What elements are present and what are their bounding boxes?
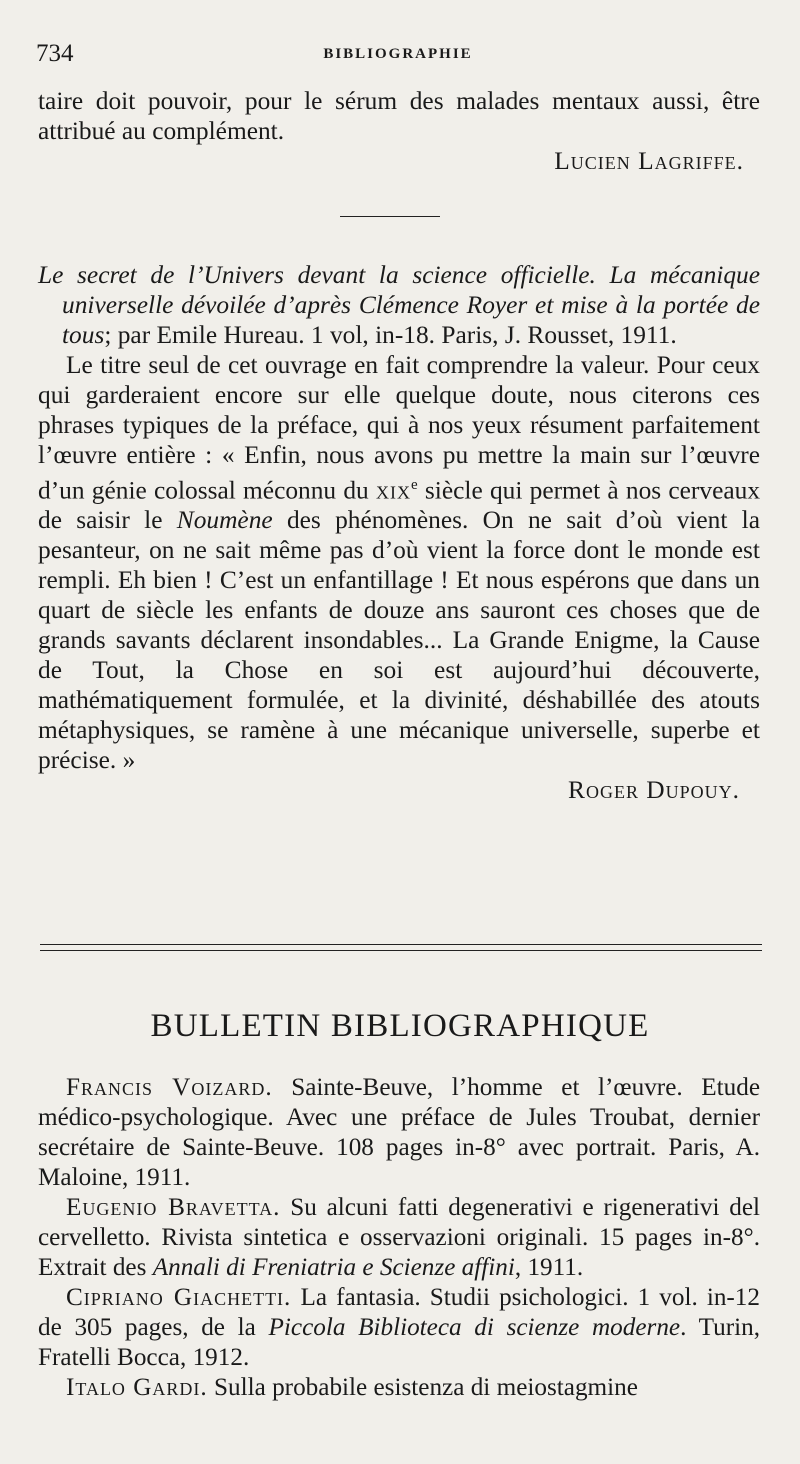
entry-text: La fantasia. Studii psichologici. 1 vol. in-12 de 305 pages, de la [38, 1284, 760, 1341]
entry-text: Sainte-Beuve, l’homme et l’œuvre. Etude médico-psychologique. Avec une préface de Jules Troubat, dernier secrétaire de Sainte-Beuve. 108 pages in-8° avec portrait. Paris, A. Maloine, 1911. [38, 1074, 760, 1191]
bulletin-entries [38, 1073, 760, 1403]
running-title: BIBLIOGRAPHIE [323, 46, 473, 62]
reviewer-signature: Roger Dupouy. [568, 776, 740, 805]
entry-text: , 1911. [514, 1254, 584, 1281]
page-header [36, 40, 760, 70]
review-continuation [38, 86, 760, 176]
entry-author: Cipriano Giachetti. [66, 1284, 292, 1311]
century-superscript: e [411, 477, 418, 493]
review-body-part: Le titre seul de cet ouvrage en fait comprendre la valeur. Pour ceux qui garderaient encore sur elle quelque doute, nous citerons ces phrases typiques de la préface, qui à nos yeux résument parfaitement l’œuvre entière : « Enfin, nous avons pu mettre la main sur l’œuvre d’un génie colossal méconnu du [38, 351, 760, 505]
bulletin-heading: BULLETIN BIBLIOGRAPHIQUE [150, 1008, 650, 1044]
bulletin-entry [38, 1283, 760, 1373]
entry-text: Sulla probabile esistenza di meiostagmine [207, 1374, 638, 1401]
review-body-part: des phénomènes. On ne sait d’où vient la pesanteur, on ne sait même pas d’où vient la force dont le monde est rempli. Eh bien ! C’est un enfantillage ! Et nous espérons que dans un quart de siècle les enfants de douze ans sauront ces choses que de grands savants déclarent insondables... La Grande Enigme, la Cause de Tout, la Chose en soi est aujourd’hui découverte, mathématiquement formulée, et la divinité, déshabillée des atouts métaphysiques, se ramène à une mécanique universelle, superbe et précise. » [38, 506, 760, 775]
entry-author: Francis Voizard. [66, 1074, 273, 1101]
bulletin-entry [38, 1193, 760, 1283]
bulletin-entry [38, 1073, 760, 1193]
review-body-italic: Noumène [176, 506, 273, 535]
entry-italic: Piccola Biblioteca di scienze moderne [268, 1314, 681, 1341]
entry-text: Su alcuni fatti degenerativi e rigenerativi del cervelletto. Rivista sintetica e osservazioni originali. 15 pages in-8°. Extrait des [38, 1194, 761, 1281]
entry-author: Italo Gardi. [66, 1374, 208, 1401]
review-body-part: siècle qui permet à nos cerveaux de saisir le [38, 476, 761, 535]
book-citation [38, 260, 760, 350]
entry-author: Eugenio Bravetta. [66, 1194, 281, 1221]
page-number: 734 [36, 40, 74, 67]
review-body [38, 350, 760, 775]
double-rule-divider [40, 944, 762, 951]
review-continuation-text: taire doit pouvoir, pour le sérum des malades mentaux aussi, être attribué au complément. [38, 87, 760, 145]
section-divider [340, 216, 440, 217]
century-numeral: xix [376, 476, 411, 505]
book-title: Le secret de l’Univers devant la science officielle. La mécanique universelle dévoilée d’après Clémence Royer et mise à la portée de tous [38, 261, 760, 349]
entry-text: . Turin, Fratelli Bocca, 1912. [38, 1314, 760, 1371]
reviewer-signature: Lucien Lagriffe. [554, 147, 744, 175]
book-review [38, 260, 760, 805]
entry-italic: Annali di Freniatria e Scienze affini [152, 1254, 515, 1281]
bulletin-entry [38, 1373, 760, 1403]
book-publication: ; par Emile Hureau. 1 vol, in-18. Paris, J. Rousset, 1911. [104, 321, 677, 349]
